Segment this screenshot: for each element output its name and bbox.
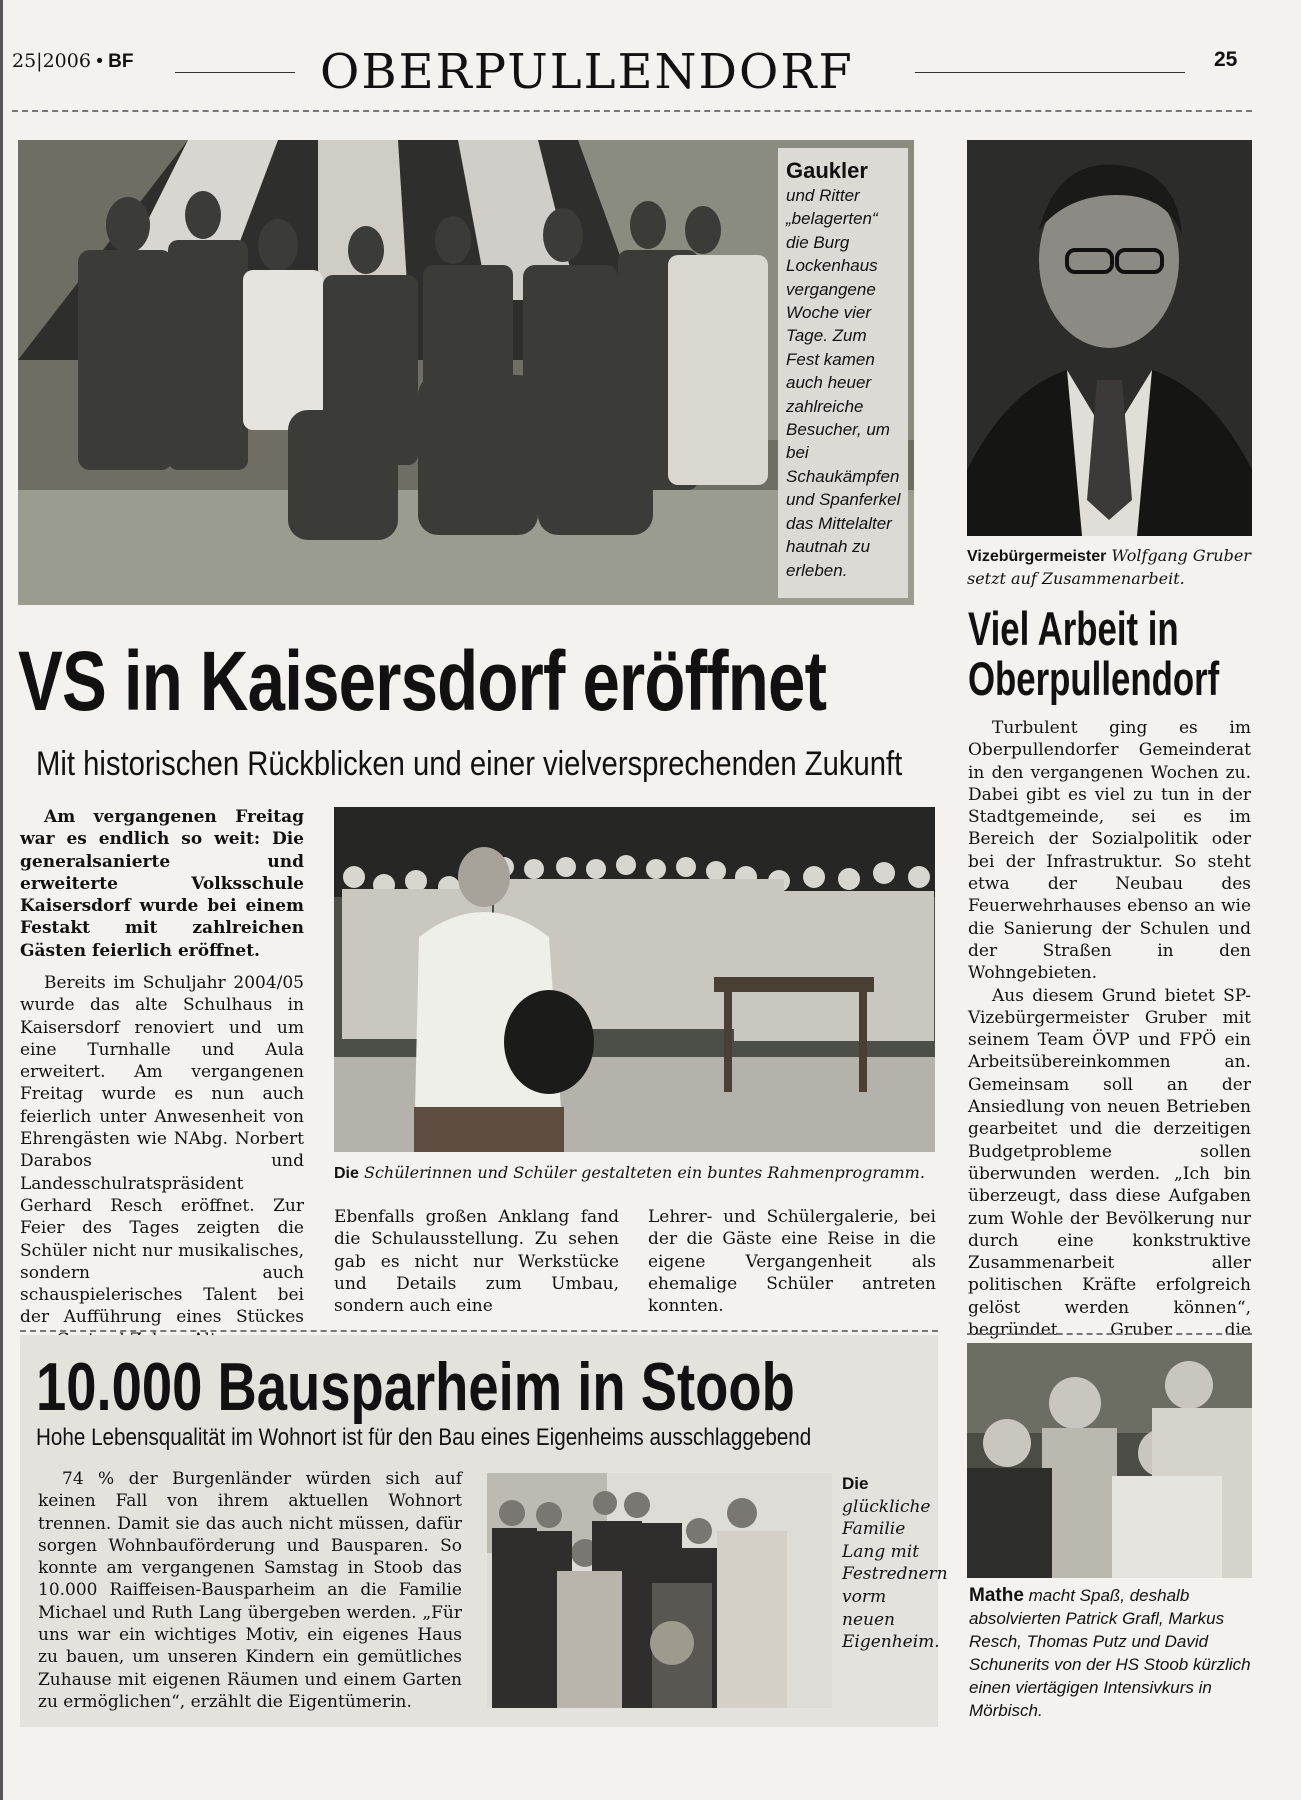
school-children-image <box>334 807 935 1152</box>
header-divider <box>12 110 1252 112</box>
stoob-photo-caption-text: glückliche Familie Lang mit Festrednern vorm neuen Eigenheim. <box>842 1496 948 1653</box>
vs-column-3 <box>648 1206 936 1317</box>
bullet: • <box>96 51 103 72</box>
photo-lang-family <box>487 1473 832 1708</box>
stoob-body <box>38 1468 462 1713</box>
header-rule-left <box>175 72 295 73</box>
gruber-portrait <box>967 140 1252 536</box>
vs-headline: VS in Kaisersdorf eröffnet <box>18 634 827 728</box>
vs-lead <box>20 806 304 962</box>
stoob-divider <box>20 1330 938 1332</box>
mathe-students-image <box>967 1343 1252 1578</box>
gruber-headline-line1: Viel Arbeit in <box>968 602 1179 655</box>
stoob-photo-caption-bold: Die <box>842 1474 869 1493</box>
mathe-divider <box>967 1333 1252 1335</box>
mathe-caption <box>969 1584 1254 1722</box>
gruber-p2: Aus diesem Grund bietet SP-Vizebürgermeister Gruber mit seinem Team ÖVP und FPÖ ein Arbeitsübereinkommen an. Gemeinsam soll an der Ansiedlung von neuen Betrieben gearbeitet und die derzeitigen Budgetprobleme sollen überwunden werden. „Ich bin überzeugt, dass diese Aufgaben zum Wohle der Bevölkerung nur durch eine konkstruktive Zusammenarbeit aller politischen Kräfte erfolgreich gelöst werden können“, begründet Gruber die <box>968 985 1251 1341</box>
gruber-headline <box>968 604 1219 704</box>
page-edge <box>0 0 3 1800</box>
gruber-p1: Turbulent ging es im Oberpullendorfer Gemeinderat in den vergangenen Wochen zu. Dabei gibt es viel zu tun in der Stadtgemeinde, sei es im Bereich der Sozialpolitik oder bei der Infrastruktur. So steht etwa der Neubau des Feuerwehrhauses ebenso an wie die Sanierung der Schulen und der Straßen in den Wohngebieten. <box>968 718 1251 984</box>
gruber-caption <box>967 545 1252 590</box>
lang-family-image <box>487 1473 832 1708</box>
vs-column-2 <box>334 1206 619 1317</box>
vs-col2-text: Ebenfalls großen Anklang fand die Schulausstellung. Zu sehen gab es nicht nur Werkstücke und Details zum Umbau, sondern auch eine <box>334 1207 619 1317</box>
brand-logo: BF <box>108 51 134 72</box>
section-title: OBERPULLENDORF <box>320 44 854 100</box>
header-rule-right <box>915 72 1185 73</box>
knights-caption-text: und Ritter „belagerten“ die Burg Lockenhaus vergangene Woche vier Tage. Zum Fest kamen auch heuer zahlreiche Besucher, um bei Schaukämpfen und Spanferkel das Mittelalter hautnah zu erleben. <box>786 186 901 580</box>
gruber-caption-bold: Vizebürgermeister <box>967 548 1107 565</box>
photo-school-children <box>334 807 935 1152</box>
stoob-headline: 10.000 Bausparheim in Stoob <box>36 1349 795 1425</box>
vs-col3-text: Lehrer- und Schülergalerie, bei der die Gäste eine Reise in die eigene Vergangenheit als ehemalige Schüler antreten konnten. <box>648 1207 936 1317</box>
stoob-body-text: 74 % der Burgenländer würden sich auf keinen Fall von ihrem aktuellen Wohnort trennen. Damit sie das auch nicht müssen, dafür sorgen Wohnbauförderung und Bausparen. So konnte am vergangenen Samstag in Stoob das 10.000 Raiffeisen-Bausparheim an die Familie Michael und Ruth Lang übergeben werden. „Für uns war ein wichtiges Motiv, ein eigenes Haus zu bauen, um unseren Kindern ein gemütliches Zuhause mit eigenen Räumen und einem Garten zu ermöglichen“, erzählt die Eigentümerin. <box>38 1469 462 1712</box>
vs-photo-caption-bold: Die <box>334 1165 359 1182</box>
stoob-photo-caption <box>842 1473 948 1654</box>
vs-col1-text: Bereits im Schuljahr 2004/05 wurde das alte Schulhaus in Kaisersdorf renoviert und um eine Turnhalle und Aula erweitert. Am vergangenen Freitag wurde es nun auch feierlich unter Anwesenheit von Ehrengästen wie NAbg. Norbert Darabos und Landesschulratspräsident Gerhard Resch eröffnet. Zur Feier des Tages zeigten die Schüler nicht nur musikalisches, sondern auch schauspielerisches Talent bei der Aufführung eines Stückes <box>20 973 304 1328</box>
vs-column-1 <box>20 972 304 1351</box>
vs-photo-caption-text: Schülerinnen und Schüler gestalteten ein buntes Rahmenprogramm. <box>358 1163 925 1182</box>
mathe-caption-text: macht Spaß, deshalb absolvierten Patrick Grafl, Markus Resch, Thomas Putz und David Schunerits von der HS Stoob kürzlich einen viertägigen Intensivkurs in Mörbisch. <box>969 1586 1251 1720</box>
gruber-caption-text: Wolfgang Gruber setzt auf Zusammenarbeit. <box>967 546 1251 588</box>
stoob-subheadline: Hohe Lebensqualität im Wohnort ist für den Bau eines Eigenheims ausschlaggebend <box>36 1424 812 1451</box>
mathe-caption-bold: Mathe <box>969 1585 1024 1606</box>
knights-caption-title: Gaukler <box>786 158 868 183</box>
issue-info <box>12 50 133 73</box>
photo-gruber <box>967 140 1252 536</box>
issue-date: 25|2006 <box>12 50 91 72</box>
gruber-body <box>968 717 1251 1386</box>
vs-photo-caption <box>334 1163 944 1184</box>
photo-mathe-students <box>967 1343 1252 1578</box>
page-number: 25 <box>1214 48 1238 71</box>
knights-caption <box>786 158 904 582</box>
vs-subheadline: Mit historischen Rückblicken und einer vielversprechenden Zukunft <box>36 745 903 783</box>
gruber-headline-line2: Oberpullendorf <box>968 652 1220 705</box>
vs-lead-text: Am vergangenen Freitag war es endlich so weit: Die generalsanierte und erweiterte Volksschule Kaisersdorf wurde bei einem Festakt mit zahlreichen Gästen feierlich eröffnet. <box>20 807 304 961</box>
